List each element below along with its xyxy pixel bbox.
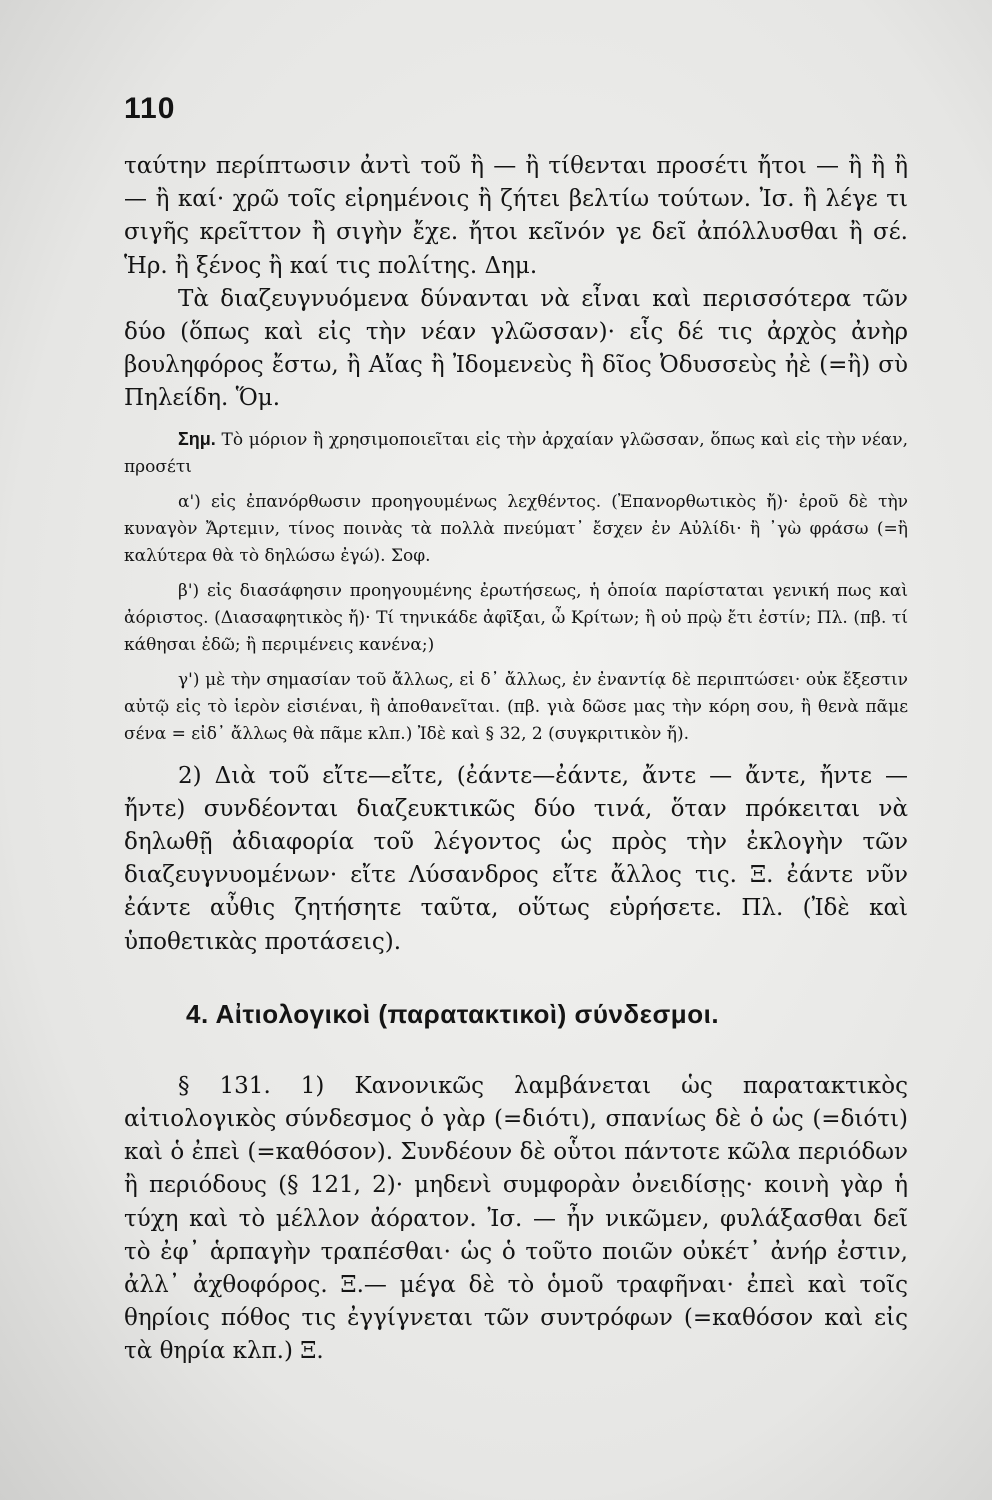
note-item-b: β') εἰς διασάφησιν προηγουμένης ἐρωτήσεως, ἡ ὁποία παρίσταται γενική πως καὶ ἀόριστος. (Διασαφητικὸς ἤ)· Τί τηνικάδε ἀφῖξαι, ὦ Κρίτων; ἢ οὐ πρῲ ἔτι ἐστίν; Πλ. (πβ. τί κάθησαι ἐδῶ; ἢ περιμένεις κανένα;) [124, 580, 908, 655]
paragraph-section-131: § 131. 1) Κανονικῶς λαμβάνεται ὡς παρατακτικὸς αἰτιολογικὸς σύνδεσμος ὁ γὰρ (=διότι), σπανίως δὲ ὁ ὡς (=διότι) καὶ ὁ ἐπεὶ (=καθόσον). Συνδέουν δὲ οὗτοι πάντοτε κῶλα περιόδων ἢ περιόδους (§ 121, 2)· μηδενὶ συμφορὰν ὀνειδίσῃς· κοινὴ γὰρ ἡ τύχη καὶ τὸ μέλλον ἀόρατον. Ἰσ. — ἦν νικῶμεν, φυλάξασθαι δεῖ τὸ ἐφ᾿ ἁρπαγὴν τραπέσθαι· ὡς ὁ τοῦτο ποιῶν οὐκέτ᾿ ἀνήρ ἐστιν, ἀλλ᾿ ἀχθοφόρος. Ξ.— μέγα δὲ τὸ ὁμοῦ τραφῆναι· ἐπεὶ καὶ τοῖς θηρίοις πόθος τις ἐγγίγνεται τῶν συντρόφων (=καθόσον καὶ εἰς τὰ θηρία κλπ.) Ξ. [124, 1072, 908, 1365]
main-text-block-1 [124, 150, 908, 416]
page-text [124, 150, 908, 1369]
note-head: Σημ. [178, 428, 216, 449]
main-text-block-3 [124, 1070, 908, 1369]
note-block [124, 426, 908, 748]
section-heading [186, 999, 908, 1030]
page-number: 110 [124, 92, 176, 125]
paragraph-continuation: ταύτην περίπτωσιν ἀντὶ τοῦ ἢ — ἢ τίθενται προσέτι ἤτοι — ἢ ἢ ἢ — ἢ καί· χρῶ τοῖς εἰρημένοις ἢ ζήτει βελτίω τούτων. Ἰσ. ἢ λέγε τι σιγῆς κρεῖττον ἢ σιγὴν ἔχε. ἤτοι κεῖνόν γε δεῖ ἀπόλλυσθαι ἢ σέ. Ἡρ. ἢ ξένος ἢ καί τις πολίτης. Δημ. [124, 153, 908, 279]
note-intro [124, 426, 908, 481]
paragraph-eite: 2) Διὰ τοῦ εἴτε—εἴτε, (ἐάντε—ἐάντε, ἄντε — ἄντε, ἤντε — ἤντε) συνδέονται διαζευκτικῶς δύο τινά, ὅταν πρόκειται νὰ δηλωθῇ ἀδιαφορία τοῦ λέγοντος ὡς πρὸς τὴν ἐκλογὴν τῶν διαζευγνυομένων· εἴτε Λύσανδρος εἴτε ἄλλος τις. Ξ. ἐάντε νῦν ἐάντε αὖθις ζητήσητε ταῦτα, οὕτως εὑρήσετε. Πλ. (Ἰδὲ καὶ ὑποθετικὰς προτάσεις). [124, 762, 908, 955]
note-item-c: γ') μὲ τὴν σημασίαν τοῦ ἄλλως, εἰ δ᾿ ἄλλως, ἐν ἐναντίᾳ δὲ περιπτώσει· οὐκ ἔξεστιν αὐτῷ εἰς τὸ ἱερὸν εἰσιέναι, ἢ ἀποθανεῖται. (πβ. γιὰ δῶσε μας τὴν κόρη σου, ἢ θενὰ πᾶμε σένα = εἰδ᾿ ἄλλως θὰ πᾶμε κλπ.) Ἰδὲ καὶ § 32, 2 (συγκριτικὸν ἤ). [124, 669, 908, 744]
section-heading-number: 4. [186, 998, 209, 1029]
section-heading-title: Αἰτιολογικοὶ (παρατακτικοὶ) σύνδεσμοι. [215, 998, 720, 1029]
paragraph-disjunctive-plural: Τὰ διαζευγνυόμενα δύνανται νὰ εἶναι καὶ περισσότερα τῶν δύο (ὅπως καὶ εἰς τὴν νέαν γλῶσσαν)· εἷς δέ τις ἀρχὸς ἀνὴρ βουληφόρος ἔστω, ἢ Αἴας ἢ Ἰδομενεὺς ἢ δῖος Ὀδυσσεὺς ἠὲ (=ἢ) σὺ Πηλείδη. Ὅμ. [124, 285, 908, 412]
note-item-a: α') εἰς ἐπανόρθωσιν προηγουμένως λεχθέντος. (Ἐπανορθωτικὸς ἤ)· ἐροῦ δὲ τὴν κυναγὸν Ἄρτεμιν, τίνος ποινὰς τὰ πολλὰ πνεύματ᾿ ἔσχεν ἐν Αὐλίδι· ἢ ᾽γὼ φράσω (=ἢ καλύτερα θὰ τὸ δηλώσω ἐγώ). Σοφ. [124, 491, 908, 566]
note-intro-text: Τὸ μόριον ἢ χρησιμοποιεῖται εἰς τὴν ἀρχαίαν γλῶσσαν, ὅπως καὶ εἰς τὴν νέαν, προσέτι [124, 429, 908, 477]
main-text-block-2 [124, 760, 908, 959]
